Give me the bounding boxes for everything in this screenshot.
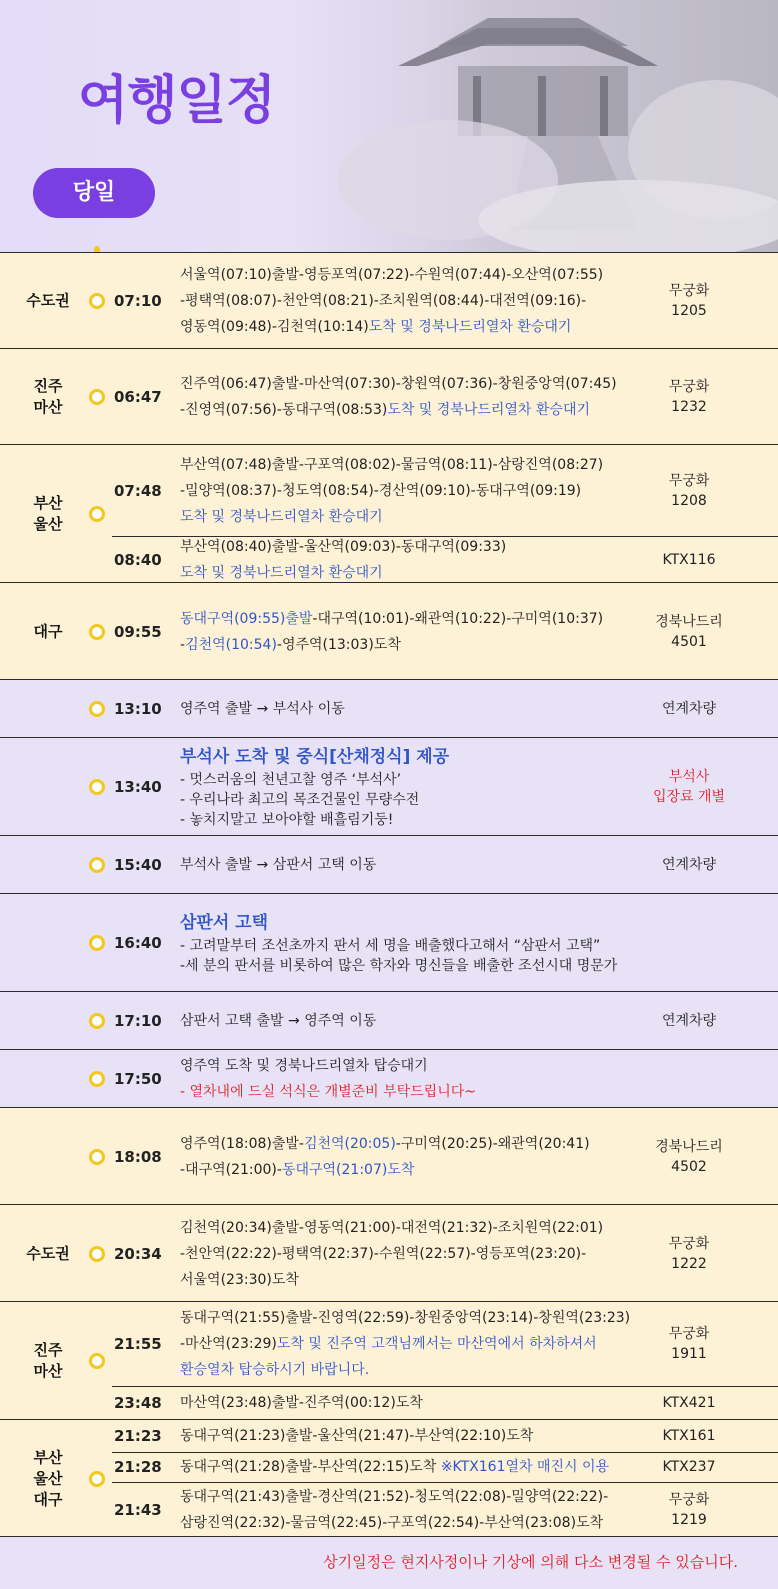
train-text: 1205	[671, 303, 707, 319]
schedule-row	[0, 737, 778, 835]
departure-time: 23:48	[114, 1394, 162, 1412]
itinerary-description	[180, 1053, 640, 1105]
train-text: 1222	[671, 1255, 707, 1272]
timeline-dot	[89, 506, 105, 522]
itinerary-description	[180, 852, 640, 878]
region-word: 울산	[33, 1469, 63, 1488]
region-word: 수도권	[26, 291, 70, 310]
train-text: 연계차량	[661, 701, 717, 717]
route-line	[180, 1423, 640, 1449]
train-text: KTX421	[662, 1395, 716, 1411]
itinerary-description	[180, 1305, 640, 1383]
itinerary-description	[180, 1215, 640, 1293]
schedule-row	[0, 991, 778, 1049]
departure-time: 07:10	[114, 292, 162, 310]
region-word: 마산	[33, 398, 63, 416]
route-segment: 부석사 출발 → 삼판서 고택 이동	[180, 857, 377, 873]
route-line	[180, 1454, 640, 1480]
train-text: 4501	[671, 633, 707, 650]
departure-time: 18:08	[114, 1147, 162, 1166]
train-text: 연계차량	[661, 1013, 717, 1029]
train-text: 무궁화	[668, 379, 710, 395]
route-segment: 영주역(18:08)출발-	[180, 1135, 304, 1152]
itinerary-description	[180, 534, 640, 586]
route-segment: -천안역(22:22)-평택역(22:37)-수원역(22:57)-영등포역(23:20)-	[180, 1245, 587, 1262]
route-line	[180, 696, 640, 722]
train-info	[640, 1393, 738, 1413]
route-segment: 도착 및 경북나드리열차 환승대기	[368, 319, 572, 335]
route-segment: -대구역(21:00)-	[180, 1161, 282, 1178]
route-line	[180, 606, 640, 632]
departure-time: 21:43	[114, 1501, 162, 1519]
itinerary-description	[180, 1454, 640, 1480]
region-label	[0, 1243, 96, 1264]
route-line	[180, 632, 640, 658]
departure-time: 06:47	[114, 388, 162, 406]
train-info	[640, 1137, 738, 1177]
row-divider	[112, 1482, 778, 1483]
stop-title: 부석사 도착 및 중식[산채정식] 제공	[180, 747, 450, 767]
route-line	[180, 1157, 640, 1183]
route-segment: 동대구역(21:23)출발-울산역(21:47)-부산역(22:10)도착	[180, 1428, 534, 1444]
route-segment: 동대구역(21:55)출발-진영역(22:59)-창원중앙역(23:14)-창원역(23:23)	[180, 1310, 631, 1326]
train-info	[640, 1234, 738, 1274]
route-segment: 동대구역(09:55)출발	[180, 610, 313, 627]
stop-title: 삼판서 고택	[180, 913, 269, 933]
highlight-bullet: - 우리나라 최고의 목조건물인 무량수전	[180, 792, 420, 808]
departure-time: 17:10	[114, 1012, 162, 1030]
timeline-dot	[89, 857, 105, 873]
itinerary-description	[180, 696, 640, 722]
header	[0, 0, 778, 252]
route-line	[180, 534, 640, 560]
timeline-dot	[89, 935, 105, 951]
itinerary-description	[180, 262, 640, 340]
departure-time: 13:40	[114, 778, 162, 796]
region-label	[0, 621, 96, 642]
train-text: KTX237	[662, 1459, 716, 1475]
highlight-bullet: - 놓치지말고 보아야할 배흘림기둥!	[180, 812, 394, 828]
schedule-row	[0, 252, 778, 348]
itinerary-description	[180, 452, 640, 530]
train-text: 무궁화	[668, 1492, 710, 1508]
route-line	[180, 1241, 640, 1267]
schedule-row	[0, 1419, 778, 1537]
route-segment: ※KTX161열차 매진시 이용	[440, 1459, 610, 1475]
itinerary-description	[180, 1008, 640, 1034]
train-text: 연계차량	[661, 857, 717, 873]
train-text: KTX116	[662, 551, 716, 568]
route-segment: 도착 및 경북나드리열차 환승대기	[180, 564, 383, 581]
timeline-dot	[89, 1013, 105, 1029]
train-info	[640, 377, 738, 417]
departure-time: 15:40	[114, 856, 162, 874]
timeline-dot	[89, 701, 105, 717]
highlight-bullet: -세 분의 판서를 비롯하여 많은 학자와 명신들을 배출한 조선시대 명문가	[180, 958, 618, 974]
highlight-bullet: - 멋스러움의 천년고찰 영주 ‘부석사’	[180, 772, 402, 788]
route-line	[180, 288, 640, 314]
schedule-row	[0, 1301, 778, 1419]
route-segment: 진주역(06:47)출발-마산역(07:30)-창원역(07:36)-창원중앙역(07:45)	[180, 376, 617, 392]
train-text: 경북나드리	[655, 1138, 723, 1155]
route-line	[180, 1215, 640, 1241]
route-segment: -구미역(20:25)-왜관역(20:41)	[395, 1135, 590, 1152]
route-line	[180, 1510, 640, 1536]
route-segment: 동대구역(21:07)도착	[281, 1161, 415, 1178]
train-text: 1208	[671, 492, 707, 509]
region-word: 부산	[33, 494, 63, 512]
region-label	[0, 1448, 96, 1511]
schedule-row	[0, 835, 778, 893]
route-segment: 영동역(09:48)-김천역(10:14)	[180, 319, 369, 335]
itinerary-description	[180, 1484, 640, 1536]
route-segment: -진영역(07:56)-동대구역(08:53)	[180, 402, 388, 418]
region-label	[0, 493, 96, 535]
schedule-table	[0, 252, 778, 1537]
route-line	[180, 1390, 640, 1416]
train-text: 무궁화	[668, 1326, 710, 1342]
departure-time: 07:48	[114, 481, 162, 500]
route-segment: 부산역(08:40)출발-울산역(09:03)-동대구역(09:33)	[180, 538, 507, 555]
timeline-dot	[89, 389, 105, 405]
train-text: 1911	[671, 1346, 707, 1362]
route-segment: 김천역(10:54)	[185, 636, 277, 653]
train-info	[640, 767, 738, 807]
train-info	[640, 1426, 738, 1446]
region-word: 진주	[33, 377, 63, 395]
route-segment: 서울역(07:10)출발-영등포역(07:22)-수원역(07:44)-오산역(07:55)	[180, 267, 604, 283]
row-divider	[112, 1452, 778, 1453]
train-info	[640, 1324, 738, 1364]
route-segment: -영주역(13:03)도착	[276, 636, 401, 653]
route-segment: 동대구역(21:43)출발-경산역(21:52)-청도역(22:08)-밀양역(22:22)-	[180, 1489, 609, 1505]
snowy-temple-illustration	[338, 0, 778, 252]
train-info	[640, 1457, 738, 1477]
train-info	[640, 471, 738, 511]
schedule-row	[0, 1204, 778, 1301]
train-text: 입장료 개별	[652, 789, 726, 805]
itinerary-description	[180, 1131, 640, 1183]
region-word: 울산	[33, 515, 63, 533]
itinerary-description	[180, 606, 640, 658]
region-label	[0, 376, 96, 418]
departure-time: 21:28	[114, 1458, 162, 1476]
departure-time: 16:40	[114, 934, 162, 952]
departure-time: 21:23	[114, 1427, 162, 1445]
schedule-row	[0, 348, 778, 444]
train-info	[640, 550, 738, 570]
timeline-dot	[89, 1246, 105, 1262]
region-word: 부산	[33, 1448, 63, 1467]
train-text: 부석사	[668, 769, 710, 785]
schedule-row	[0, 679, 778, 737]
route-segment: 동대구역(21:28)출발-부산역(22:15)도착	[180, 1459, 441, 1475]
timeline-dot	[89, 1353, 105, 1369]
timeline-dot	[89, 1471, 105, 1487]
route-segment: 환승열차 탑승하시기 바랍니다.	[180, 1362, 370, 1378]
route-segment: 김천역(20:05)	[303, 1135, 396, 1152]
train-text: 무궁화	[668, 472, 710, 489]
train-text: 1219	[671, 1512, 707, 1528]
schedule-row	[0, 1107, 778, 1204]
row-divider	[112, 1386, 778, 1387]
footer	[0, 1536, 778, 1589]
route-segment: 김천역(20:34)출발-영동역(21:00)-대전역(21:32)-조치원역(22:01)	[180, 1219, 604, 1236]
train-text: 4502	[671, 1158, 707, 1175]
route-line	[180, 504, 640, 530]
route-segment: 삼판서 고택 출발 → 영주역 이동	[180, 1013, 377, 1029]
departure-time: 09:55	[114, 622, 162, 641]
schedule-row	[0, 1049, 778, 1107]
timeline-dot	[89, 1071, 105, 1087]
route-segment: 마산역(23:48)출발-진주역(00:12)도착	[180, 1395, 423, 1411]
region-word: 대구	[33, 622, 63, 640]
schedule-row	[0, 582, 778, 679]
route-line	[180, 1079, 640, 1105]
region-word: 마산	[33, 1362, 63, 1380]
route-line	[180, 452, 640, 478]
train-info	[640, 281, 738, 321]
region-label	[0, 1340, 96, 1382]
route-line	[180, 1305, 640, 1331]
route-line	[180, 1131, 640, 1157]
departure-time: 20:34	[114, 1244, 162, 1263]
route-segment: -밀양역(08:37)-청도역(08:54)-경산역(09:10)-동대구역(09:19)	[180, 482, 582, 499]
timeline-dot	[89, 624, 105, 640]
route-line	[180, 1331, 640, 1357]
route-line	[180, 314, 640, 340]
departure-time: 13:10	[114, 700, 162, 718]
route-line	[180, 478, 640, 504]
itinerary-description	[180, 1423, 640, 1449]
route-line	[180, 1008, 640, 1034]
route-line	[180, 1357, 640, 1383]
route-segment: 도착 및 진주역 고객님께서는 마산역에서 하차하셔서	[276, 1336, 597, 1352]
schedule-row	[0, 893, 778, 991]
route-segment: 부산역(07:48)출발-구포역(08:02)-물금역(08:11)-삼랑진역(08:27)	[180, 456, 604, 473]
departure-time: 08:40	[114, 550, 162, 569]
region-label	[0, 291, 96, 312]
train-info	[640, 1490, 738, 1530]
route-segment: 영주역 도착 및 경북나드리열차 탑승대기	[180, 1058, 428, 1074]
region-word: 수도권	[26, 1244, 70, 1262]
route-line	[180, 371, 640, 397]
route-line	[180, 262, 640, 288]
departure-time: 21:55	[114, 1335, 162, 1353]
route-line	[180, 397, 640, 423]
train-info	[640, 1011, 738, 1031]
route-line	[180, 1267, 640, 1293]
route-segment: 영주역 출발 → 부석사 이동	[180, 701, 345, 717]
day-badge: 당일	[33, 168, 155, 218]
timeline-dot	[89, 1149, 105, 1165]
train-info	[640, 699, 738, 719]
timeline-dot	[89, 293, 105, 309]
departure-time: 17:50	[114, 1070, 162, 1088]
route-segment: 도착 및 경북나드리열차 환승대기	[180, 508, 383, 525]
schedule-row	[0, 444, 778, 582]
timeline-dot	[89, 779, 105, 795]
footer-note: 상기일정은 현지사정이나 기상에 의해 다소 변경될 수 있습니다.	[323, 1553, 738, 1571]
train-info	[640, 855, 738, 875]
route-segment: 도착 및 경북나드리열차 환승대기	[387, 402, 590, 418]
route-line	[180, 1053, 640, 1079]
route-line	[180, 1484, 640, 1510]
train-text: KTX161	[662, 1428, 716, 1444]
train-text: 무궁화	[668, 1235, 710, 1252]
route-segment: 삼랑진역(22:32)-물금역(22:45)-구포역(22:54)-부산역(23:08)도착	[180, 1515, 604, 1531]
route-line	[180, 852, 640, 878]
page-title: 여행일정	[78, 71, 275, 131]
route-segment: -	[180, 636, 186, 653]
route-segment: -평택역(08:07)-천안역(08:21)-조치원역(08:44)-대전역(09:16)-	[180, 293, 587, 309]
route-segment: -마산역(23:29)	[180, 1336, 277, 1352]
train-text: 경북나드리	[655, 613, 723, 630]
itinerary-description	[180, 371, 640, 423]
region-word: 진주	[33, 1341, 63, 1359]
route-segment: - 열차내에 드실 석식은 개별준비 부탁드립니다~	[180, 1084, 476, 1100]
itinerary-description	[180, 1390, 640, 1416]
train-text: 무궁화	[668, 283, 710, 299]
region-word: 대구	[33, 1490, 63, 1509]
itinerary-description	[180, 744, 640, 830]
route-segment: 서울역(23:30)도착	[180, 1271, 299, 1288]
highlight-bullet: - 고려말부터 조선초까지 판서 세 명을 배출했다고해서 “삼판서 고택”	[180, 938, 601, 954]
train-text: 1232	[671, 399, 707, 415]
train-info	[640, 612, 738, 652]
itinerary-description	[180, 910, 640, 976]
route-segment: -대구역(10:01)-왜관역(10:22)-구미역(10:37)	[312, 610, 604, 627]
